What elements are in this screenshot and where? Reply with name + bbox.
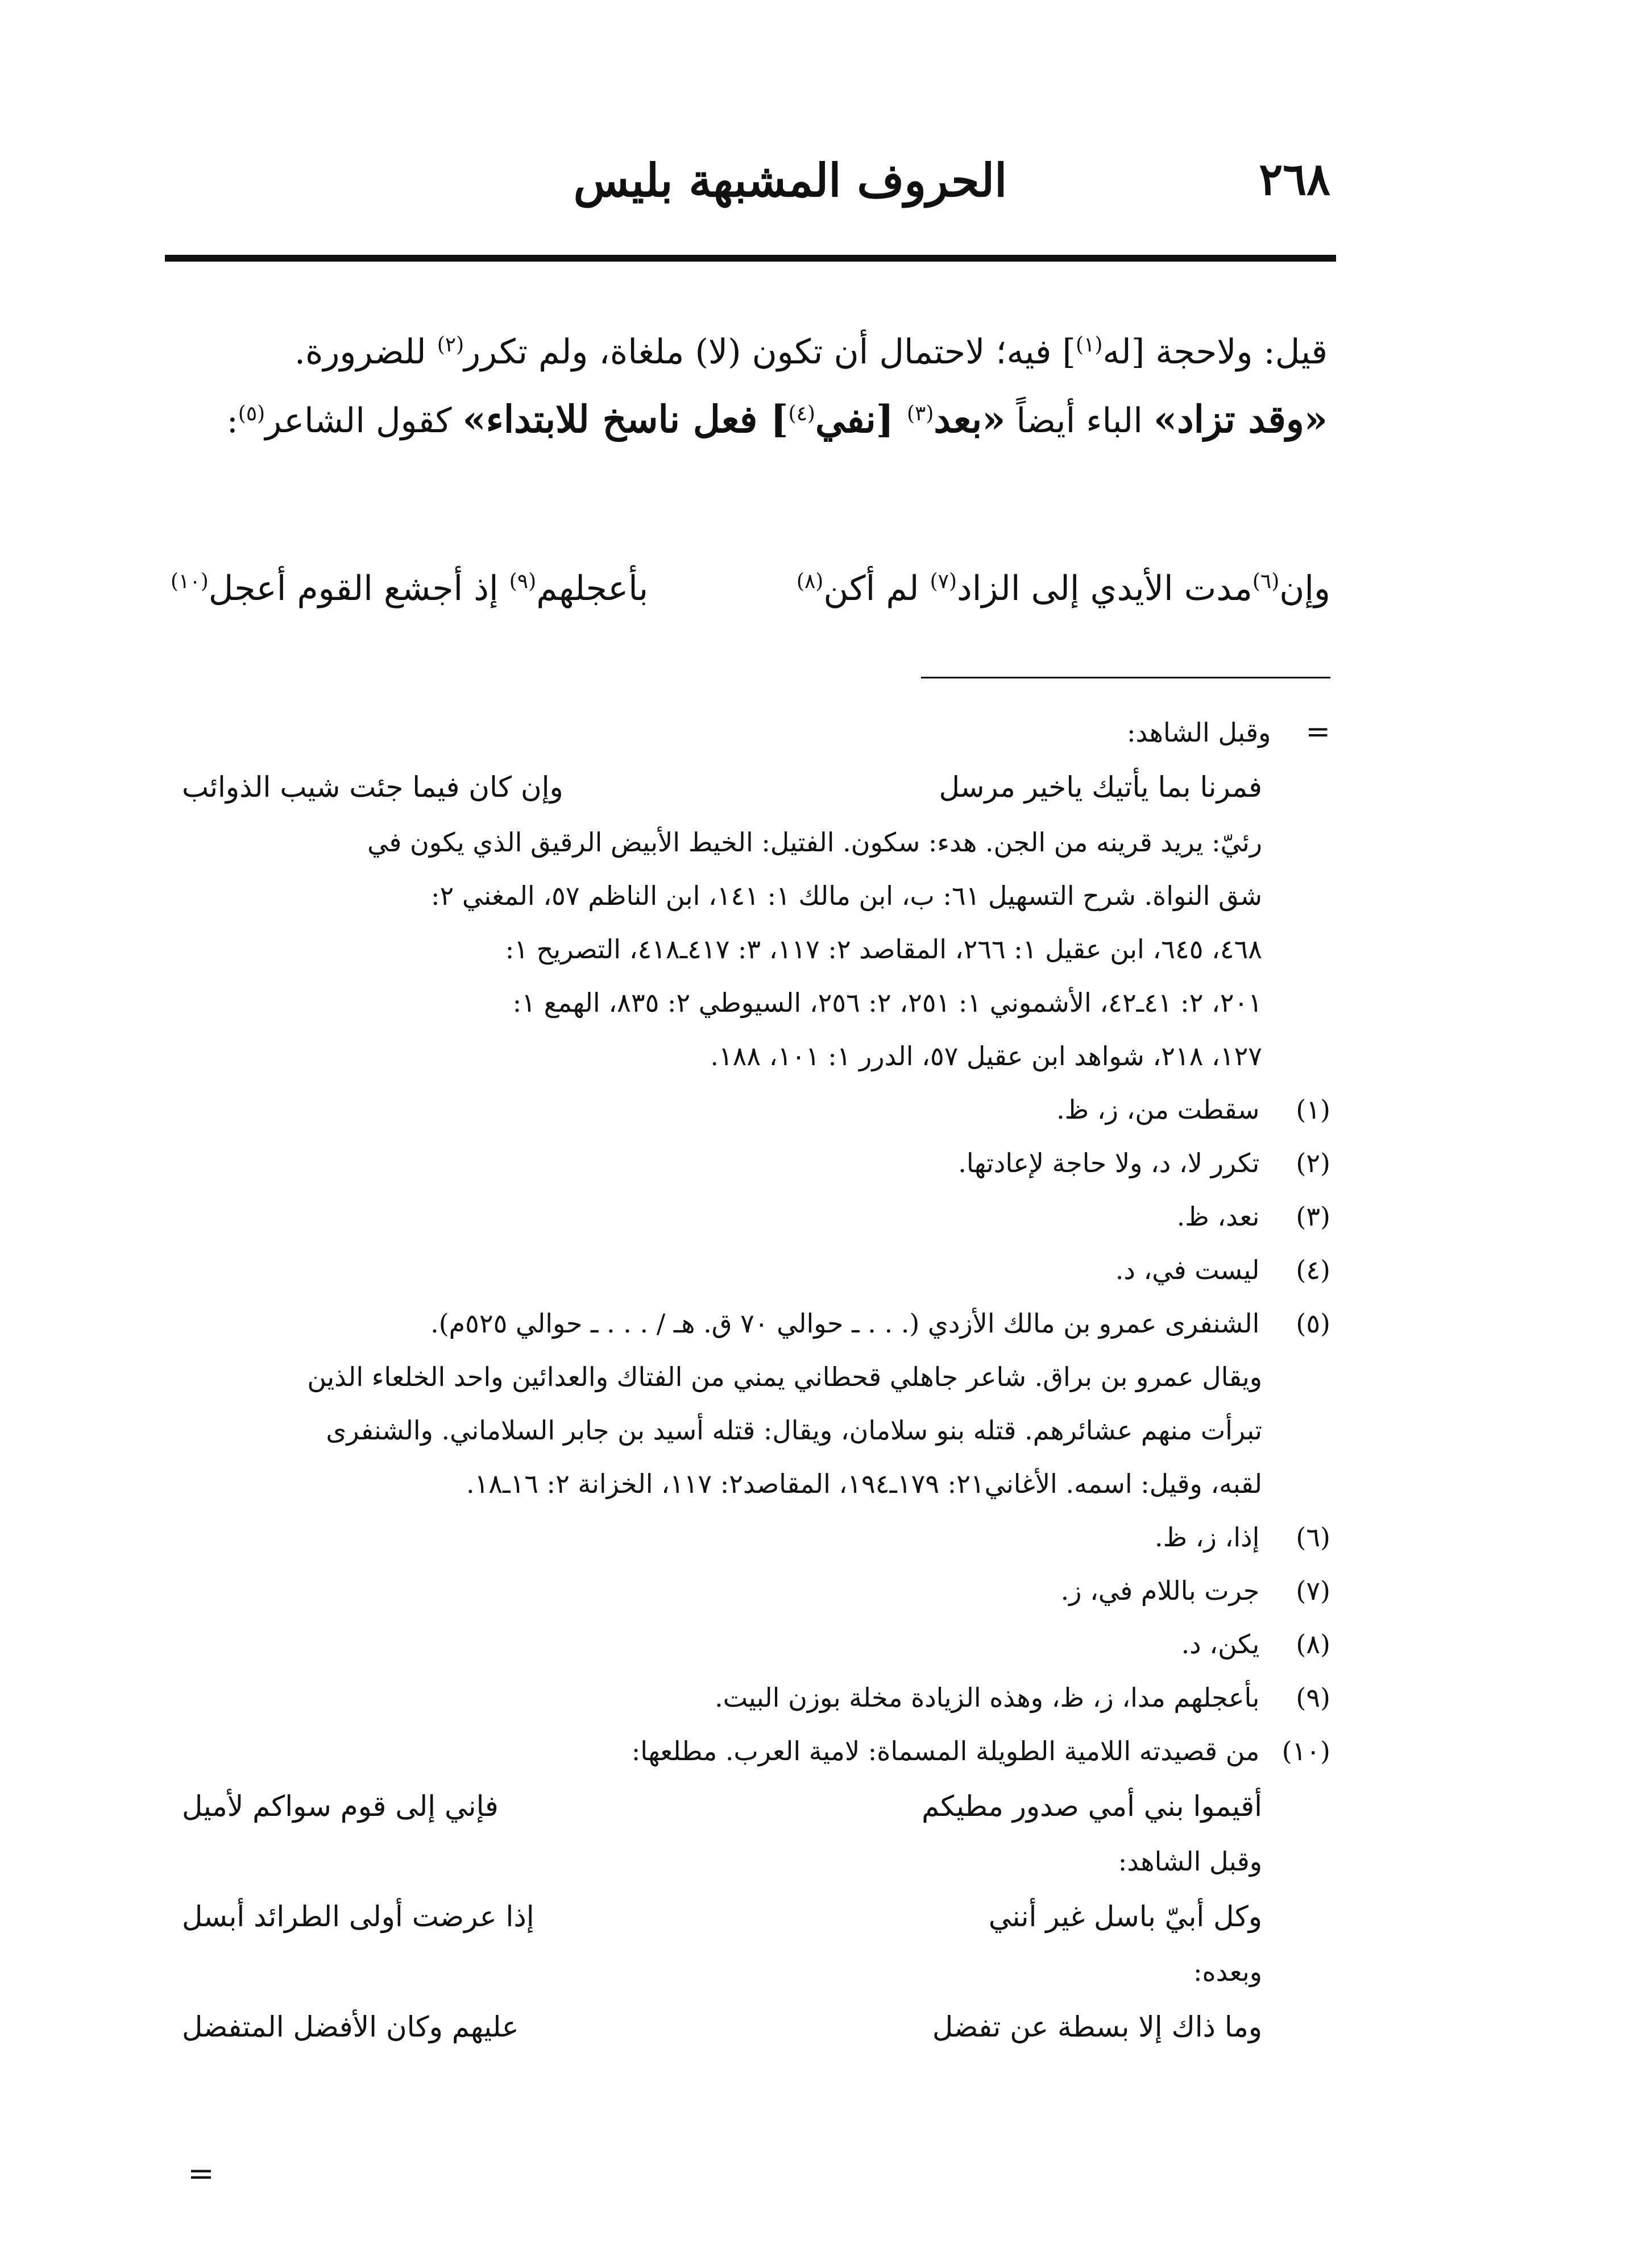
paragraph-1 bbox=[173, 318, 1328, 386]
poetry-verse bbox=[171, 569, 1330, 631]
footnote-text: يكن، د. bbox=[1181, 1629, 1260, 1659]
footnote-number: (٩) bbox=[1296, 1682, 1330, 1713]
footnote-number: (٣) bbox=[1296, 1201, 1330, 1232]
hemistich: وما ذاك إلا بسطة عن تفضل bbox=[932, 2010, 1262, 2043]
paragraph-2 bbox=[173, 386, 1328, 454]
hemistich: عليهم وكان الأفضل المتفضل bbox=[182, 2010, 519, 2043]
main-text bbox=[173, 318, 1328, 454]
footnote-ref: (٨) bbox=[796, 570, 824, 593]
footnote-text: جرت باللام في، ز. bbox=[1060, 1575, 1260, 1606]
footnote-5-continuation bbox=[182, 1350, 1330, 1510]
footnote-ref: (١) bbox=[1075, 333, 1103, 357]
text: وقبل الشاهد: bbox=[1127, 717, 1271, 748]
footnote-line: ويقال عمرو بن براق. شاعر جاهلي قحطاني يمني من الفتاك والعدائين واحد الخلعاء الذين bbox=[307, 1361, 1262, 1392]
footnote-ref: (٢) bbox=[437, 333, 464, 357]
gloss-block bbox=[182, 816, 1330, 1083]
bold-text: «وقد تزاد» bbox=[1153, 397, 1328, 441]
text: إذ أجشع القوم أعجل bbox=[208, 569, 509, 609]
poem-line bbox=[182, 1888, 1330, 1945]
hemistich: وإن كان فيما جئت شيب الذوائب bbox=[182, 771, 563, 804]
poem-line bbox=[182, 1998, 1330, 2055]
footnote-ref: (٩) bbox=[509, 570, 537, 593]
text: وإن bbox=[1279, 569, 1330, 609]
label-line: وبعده: bbox=[1193, 1956, 1262, 1987]
footnote-number: (٥) bbox=[1296, 1308, 1330, 1339]
footnote-text: تكرر لا، د، ولا حاجة لإعادتها. bbox=[958, 1148, 1260, 1178]
header-rule bbox=[165, 255, 1336, 262]
footnote-number: (٤) bbox=[1296, 1255, 1330, 1285]
footnote-ref: (٧) bbox=[930, 570, 957, 593]
footnote-item bbox=[182, 1297, 1330, 1350]
footnote-ref: (٣) bbox=[906, 402, 934, 425]
footnote-text: الشنفرى عمرو بن مالك الأزدي (. . . ـ حوالي ٧٠ ق. هـ / . . . ـ حوالي ٥٢٥م). bbox=[430, 1308, 1260, 1339]
footnote-number: (٧) bbox=[1296, 1575, 1330, 1606]
footnote-line: لقبه، وقيل: اسمه. الأغاني٢١: ١٧٩ـ١٩٤، المقاصد٢: ١١٧، الخزانة ٢: ١٦ـ١٨. bbox=[466, 1468, 1262, 1499]
hemistich: فإني إلى قوم سواكم لأميل bbox=[182, 1790, 499, 1823]
hemistich: فمرنا بما يأتيك ياخير مرسل bbox=[939, 771, 1262, 804]
verse-first-hemistich bbox=[797, 569, 1330, 609]
footnote-text: إذا، ز، ظ. bbox=[1155, 1522, 1260, 1553]
footnote-item bbox=[182, 1617, 1330, 1671]
footnote-text: نعد، ظ. bbox=[1176, 1201, 1260, 1232]
footnotes bbox=[182, 705, 1330, 2055]
verse-second-hemistich bbox=[171, 569, 648, 609]
footnote-item bbox=[182, 1136, 1330, 1190]
footnote-number: (١٠) bbox=[1281, 1736, 1330, 1766]
text: قيل: ولاحجة [له bbox=[1102, 332, 1328, 372]
text: مدت الأيدي إلى الزاد bbox=[957, 569, 1252, 609]
text: الباء أيضاً bbox=[1005, 401, 1154, 441]
hemistich: إذا عرضت أولى الطرائد أبسل bbox=[182, 1900, 534, 1933]
continuation-end-mark: = bbox=[188, 2155, 214, 2192]
text: بأعجلهم bbox=[536, 569, 649, 609]
hemistich: أقيموا بني أمي صدور مطيكم bbox=[922, 1790, 1262, 1823]
continuation-intro bbox=[182, 705, 1330, 759]
footnote-text: من قصيدته اللامية الطويلة المسماة: لامية العرب. مطلعها: bbox=[631, 1736, 1260, 1766]
footnote-ref: (٤) bbox=[788, 402, 815, 425]
gloss-line: ١٢٧، ٢١٨، شواهد ابن عقيل ٥٧، الدرر ١: ١٠١، ١٨٨. bbox=[710, 1041, 1262, 1071]
text: : bbox=[226, 401, 238, 441]
footnote-ref: (٥) bbox=[238, 402, 266, 425]
footnote-number: (٢) bbox=[1296, 1148, 1330, 1178]
running-title: الحروف المشبهة بليس bbox=[573, 154, 1007, 207]
footnote-text: ليست في، د. bbox=[1115, 1255, 1260, 1285]
bold-text: «بعد bbox=[934, 397, 1006, 441]
bold-text: [نفي bbox=[815, 397, 907, 441]
page-header bbox=[171, 154, 1330, 222]
footnote-separator bbox=[921, 677, 1330, 678]
gloss-line: ٢٠١، ٢: ٤١ـ٤٢، الأشموني ١: ٢٥١، ٢: ٢٥٦، السيوطي ٢: ٨٣٥، الهمع ١: bbox=[512, 987, 1262, 1018]
footnote-number: (٨) bbox=[1296, 1629, 1330, 1659]
footnote-line: تبرأت منهم عشائرهم. قتله بنو سلامان، ويقال: قتله أسيد بن جابر السلاماني. والشنفرى bbox=[326, 1415, 1262, 1446]
text: ] فيه؛ لاحتمال أن تكون (لا) ملغاة، ولم تكرر bbox=[464, 332, 1076, 372]
footnote-item bbox=[182, 1724, 1330, 1778]
footnote-ref: (١٠) bbox=[171, 570, 209, 593]
text: للضرورة. bbox=[294, 332, 437, 372]
continuation-mark: = bbox=[1305, 715, 1330, 749]
bold-text: ] فعل ناسخ للابتداء» bbox=[462, 397, 789, 441]
footnote-number: (٦) bbox=[1296, 1522, 1330, 1553]
poem-line bbox=[182, 1778, 1330, 1835]
footnote-item bbox=[182, 1671, 1330, 1724]
footnote-item bbox=[182, 1510, 1330, 1564]
hemistich: وكل أبيّ باسل غير أنني bbox=[988, 1900, 1262, 1933]
footnote-text: سقطت من، ز، ظ. bbox=[1056, 1094, 1260, 1125]
footnote-text: بأعجلهم مدا، ز، ظ، وهذه الزيادة مخلة بوزن البيت. bbox=[715, 1682, 1260, 1713]
footnote-ref: (٦) bbox=[1252, 570, 1280, 593]
footnote-item bbox=[182, 1083, 1330, 1136]
text: لم أكن bbox=[823, 569, 930, 609]
gloss-line: شق النواة. شرح التسهيل ٦١: ب، ابن مالك ١: ١٤١، ابن الناظم ٥٧، المغني ٢: bbox=[431, 880, 1262, 911]
footnote-item bbox=[182, 1190, 1330, 1243]
page-number: ٢٦٨ bbox=[1259, 154, 1330, 205]
gloss-line: رئيّ: يريد قرينه من الجن. هدء: سكون. الفتيل: الخيط الأبيض الرقيق الذي يكون في bbox=[367, 827, 1262, 858]
footnote-number: (١) bbox=[1296, 1094, 1330, 1125]
label-line: وقبل الشاهد: bbox=[1118, 1846, 1262, 1877]
text: كقول الشاعر bbox=[265, 401, 463, 441]
footnote-item bbox=[182, 1564, 1330, 1617]
footnote-item bbox=[182, 1243, 1330, 1297]
poem-line bbox=[182, 759, 1330, 816]
gloss-line: ٤٦٨، ٦٤٥، ابن عقيل ١: ٢٦٦، المقاصد ٢: ١١٧، ٣: ٤١٧ـ٤١٨، التصريح ١: bbox=[505, 934, 1262, 965]
